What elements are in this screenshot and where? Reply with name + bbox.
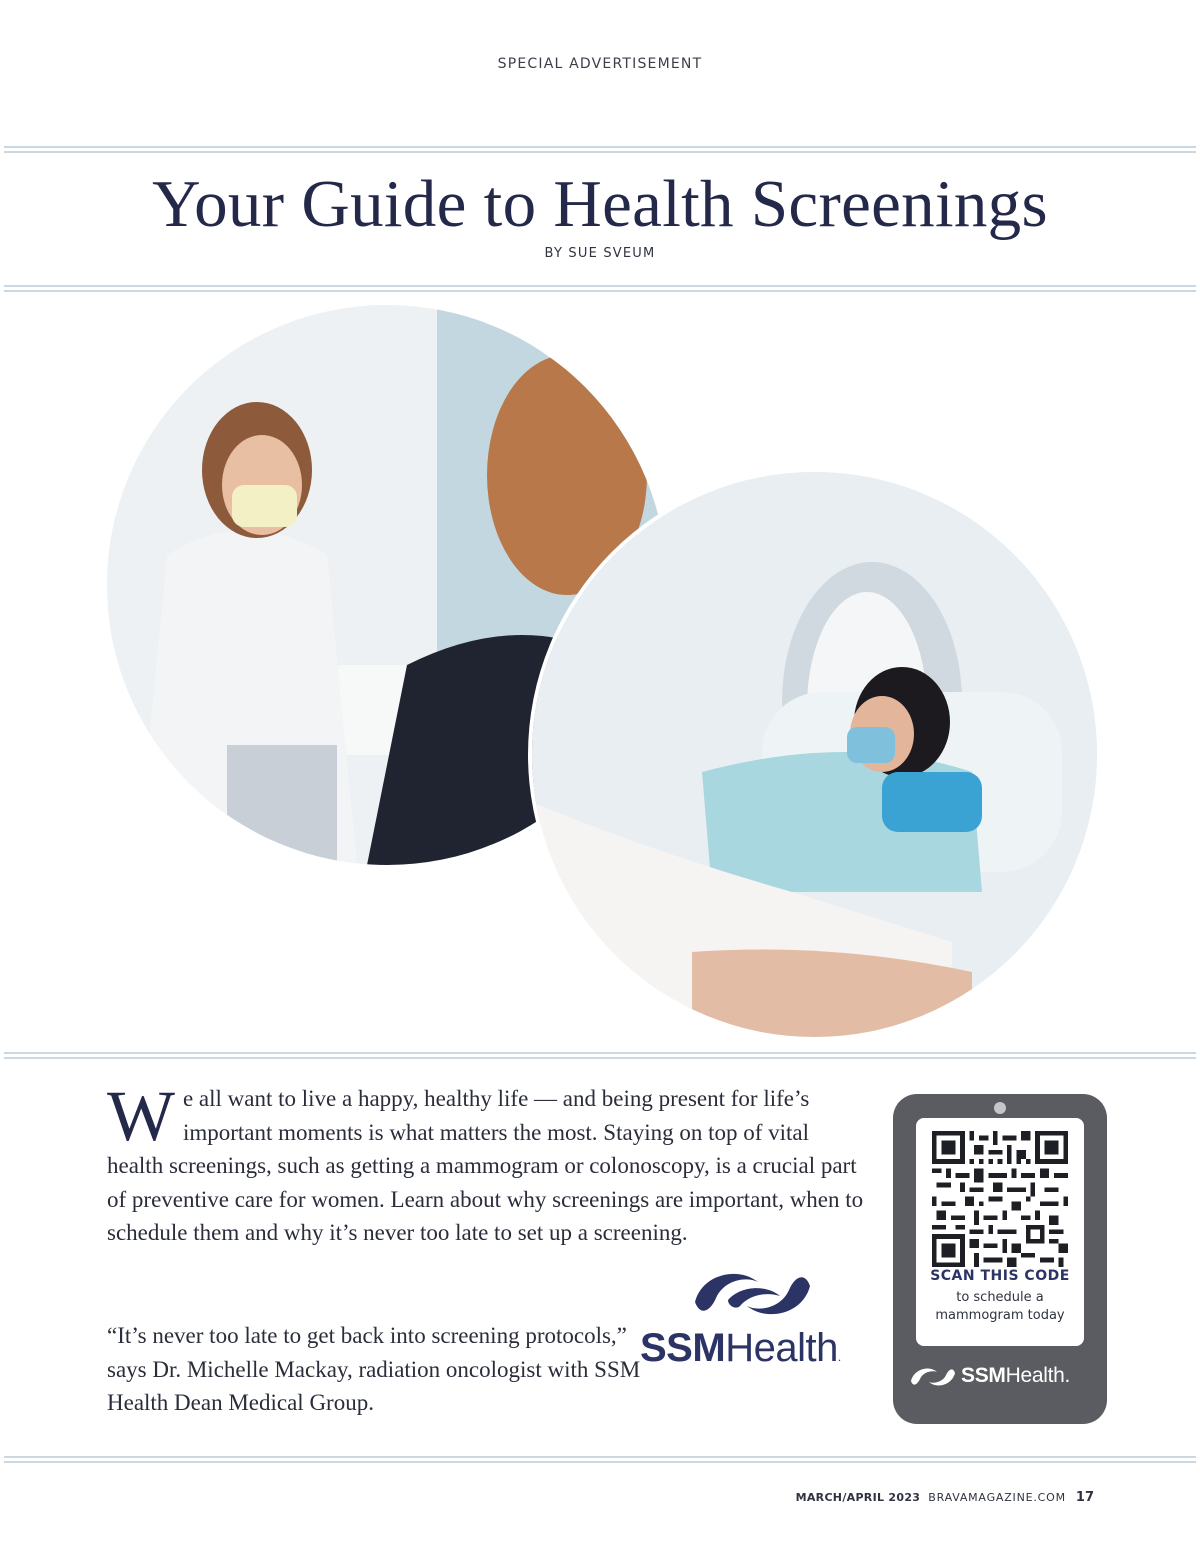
- ssm-swirl-icon: [640, 1262, 872, 1326]
- qr-brand-wordmark: [961, 1364, 1070, 1388]
- wordmark-bold: SSM: [640, 1326, 726, 1370]
- qr-brand-bold: SSM: [961, 1364, 1006, 1387]
- qr-code-icon[interactable]: [932, 1131, 1068, 1267]
- wordmark-light: Health: [725, 1326, 838, 1370]
- page-title: Your Guide to Health Screenings: [152, 167, 1048, 241]
- drop-cap: W: [107, 1076, 175, 1156]
- special-advertisement-label: SPECIAL ADVERTISEMENT: [497, 56, 703, 72]
- qr-title: SCAN THIS CODE: [930, 1268, 1070, 1284]
- photo-divider: [0, 1052, 1200, 1059]
- ssm-health-logo: [640, 1262, 872, 1372]
- qr-code-card[interactable]: [893, 1094, 1107, 1424]
- ssm-swirl-small-icon: [907, 1364, 959, 1390]
- site-url: BRAVAMAGAZINE.COM: [928, 1491, 1066, 1504]
- quote-paragraph: “It’s never too late to get back into screening protocols,” says Dr. Michelle Mackay, radiation oncologist with SSM Health Dean Medical Group.: [107, 1323, 641, 1415]
- qr-brand-light: Health.: [1005, 1364, 1071, 1387]
- qr-line-2: mammogram today: [935, 1308, 1065, 1323]
- page-footer: [796, 1490, 1094, 1505]
- scanner-patient-photo: [532, 472, 1097, 1037]
- bottom-divider: [0, 1456, 1200, 1463]
- wordmark-mark: .: [837, 1350, 841, 1364]
- article-intro: [107, 1076, 867, 1250]
- ssm-health-wordmark: [640, 1326, 841, 1371]
- issue-date: MARCH/APRIL 2023: [795, 1491, 921, 1504]
- header-divider: [0, 285, 1200, 292]
- byline: BY SUE SVEUM: [544, 246, 656, 261]
- card-hole: [994, 1102, 1006, 1114]
- intro-text: e all want to live a happy, healthy life — and being present for life’s important moments is what matters the most. Staying on top of vital health screenings, such as getting a mammogram or colonoscopy, is a crucial part of preventive care for women. Learn about why screenings are important, when to schedule them and why it’s never too late to set up a screening.: [107, 1086, 864, 1245]
- qr-line-1: to schedule a: [956, 1290, 1044, 1305]
- page-number: 17: [1075, 1490, 1094, 1505]
- scanner-illustration: [532, 472, 1097, 1037]
- top-divider: [0, 146, 1200, 153]
- qr-card-brand: [907, 1362, 1097, 1390]
- qr-panel: [916, 1118, 1084, 1346]
- intro-paragraph: [107, 1076, 867, 1250]
